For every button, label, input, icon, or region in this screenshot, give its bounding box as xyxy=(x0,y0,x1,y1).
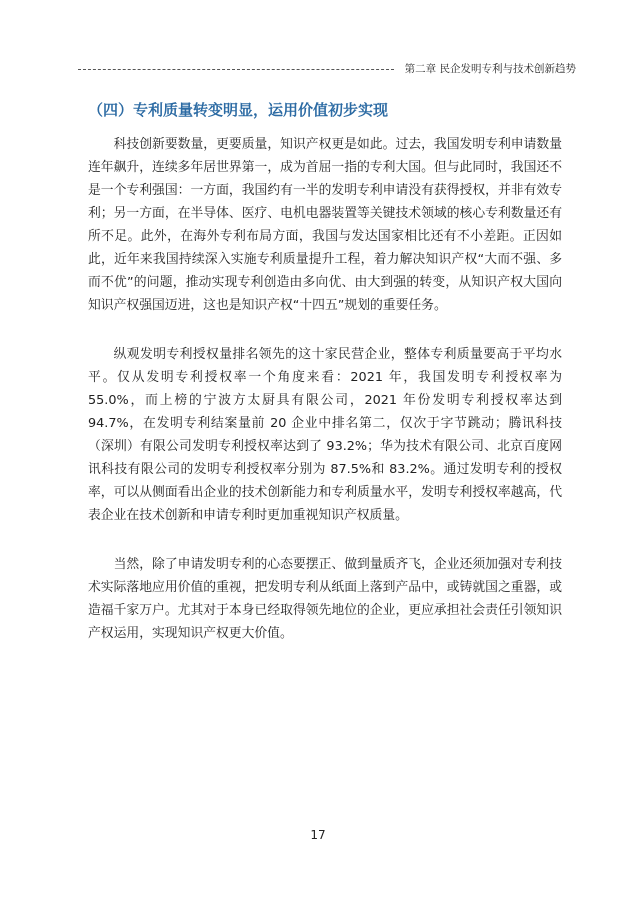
body-paragraph: 纵观发明专利授权量排名领先的这十家民营企业，整体专利质量要高于平均水平。仅从发明专利授权率一个角度来看：2021 年，我国发明专利授权率为 55.0%，而上榜的宁波方太厨具有限公司，2021 年份发明专利授权率达到 94.7%，在发明专利结案量前 20 企业中排名第二，仅次于字节跳动；腾讯科技（深圳）有限公司发明专利授权率达到了 93.2%；华为技术有限公司、北京百度网讯科技有限公司的发明专利授权率分别为 87.5%和 83.2%。通过发明专利的授权率，可以从侧面看出企业的技术创新能力和专利质量水平，发明专利授权率越高，代表企业在技术创新和申请专利时更加重视知识产权质量。 xyxy=(88,347,562,523)
body-paragraph: 当然，除了申请发明专利的心态要摆正、做到量质齐飞，企业还须加强对专利技术实际落地应用价值的重视，把发明专利从纸面上落到产品中，或铸就国之重器，或造福千家万户。尤其对于本身已经取得领先地位的企业，更应承担社会责任引领知识产权运用，实现知识产权更大价值。 xyxy=(88,557,562,641)
chapter-header: 第二章 民企发明专利与技术创新趋势 xyxy=(404,63,576,75)
header-rule xyxy=(78,69,394,70)
body-paragraph: 科技创新要数量，更要质量，知识产权更是如此。过去，我国发明专利申请数量连年飙升，连续多年居世界第一，成为首屈一指的专利大国。但与此同时，我国还不是一个专利强国：一方面，我国约有一半的发明专利申请没有获得授权，并非有效专利；另一方面，在半导体、医疗、电机电器装置等关键技术领域的核心专利数量还有所不足。此外，在海外专利布局方面，我国与发达国家相比还有不小差距。正因如此，近年来我国持续深入实施专利质量提升工程，着力解决知识产权“大而不强、多而不优”的问题，推动实现专利创造由多向优、由大到强的转变，从知识产权大国向知识产权强国迈进，这也是知识产权“十四五”规划的重要任务。 xyxy=(88,137,562,313)
section-heading: （四）专利质量转变明显，运用价值初步实现 xyxy=(88,101,389,119)
page-number: 17 xyxy=(310,828,326,842)
